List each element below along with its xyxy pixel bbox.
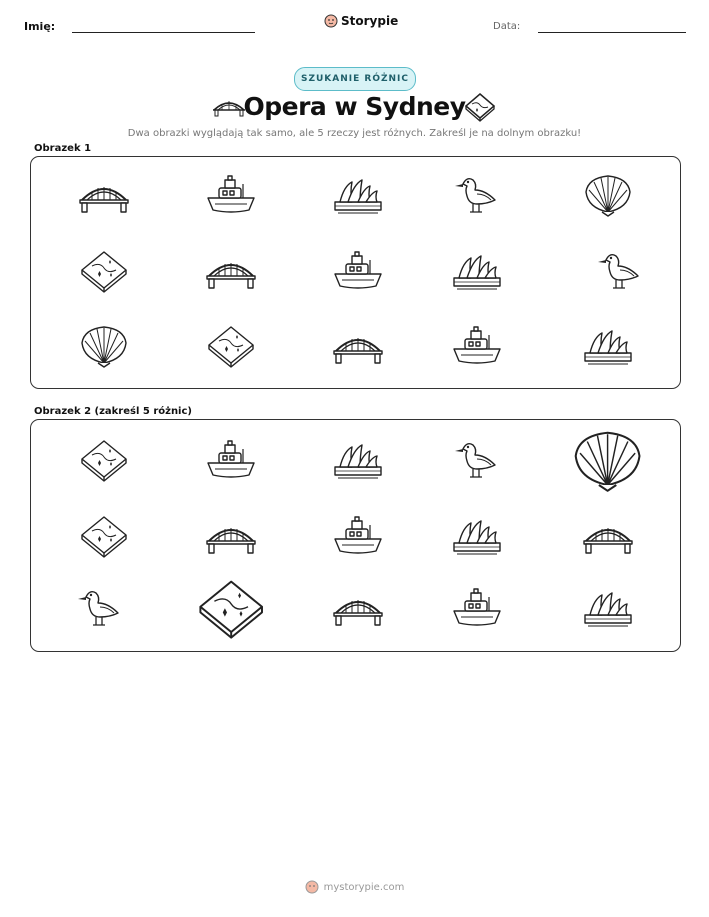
bridge-icon[interactable] — [203, 248, 259, 294]
name-label: Imię: — [24, 20, 56, 33]
opera-house-icon[interactable] — [330, 437, 386, 483]
footer — [0, 880, 709, 894]
brand-name: Storypie — [341, 14, 399, 28]
opera-house-icon[interactable] — [449, 248, 505, 294]
bridge-icon[interactable] — [76, 172, 132, 218]
bridge-icon[interactable] — [203, 513, 259, 559]
bridge-icon[interactable] — [580, 513, 636, 559]
page-title: Opera w Sydney — [243, 92, 466, 121]
boat-icon[interactable] — [330, 513, 386, 559]
map-decoration-icon — [464, 92, 496, 126]
storypie-logo-icon — [305, 880, 319, 894]
picture-1-label: Obrazek 1 — [34, 143, 92, 154]
picture-2-label: Obrazek 2 (zakreśl 5 różnic) — [34, 406, 192, 417]
opera-house-icon[interactable] — [330, 172, 386, 218]
boat-icon[interactable] — [449, 585, 505, 631]
bridge-icon[interactable] — [330, 585, 386, 631]
map-icon[interactable] — [76, 248, 132, 294]
boat-icon[interactable] — [330, 248, 386, 294]
boat-icon[interactable] — [203, 437, 259, 483]
seagull-icon[interactable] — [592, 248, 648, 294]
opera-house-icon[interactable] — [580, 585, 636, 631]
opera-house-icon[interactable] — [449, 513, 505, 559]
brand-logo — [324, 14, 398, 28]
seagull-icon[interactable] — [72, 585, 128, 631]
bridge-icon[interactable] — [330, 323, 386, 369]
seagull-icon[interactable] — [449, 437, 505, 483]
map-icon[interactable] — [203, 323, 259, 369]
seagull-icon[interactable] — [449, 172, 505, 218]
map-icon[interactable] — [192, 576, 270, 640]
footer-url[interactable]: mystorypie.com — [323, 881, 405, 893]
shell-icon[interactable] — [580, 172, 636, 218]
date-line[interactable] — [538, 32, 686, 33]
opera-house-icon[interactable] — [580, 323, 636, 369]
shell-icon[interactable] — [567, 427, 648, 494]
instructions: Dwa obrazki wyglądają tak samo, ale 5 rzeczy jest różnych. Zakreśl je na dolnym obrazku! — [127, 128, 582, 139]
boat-icon[interactable] — [203, 172, 259, 218]
name-line[interactable] — [72, 32, 255, 33]
storypie-logo-icon — [324, 14, 338, 28]
boat-icon[interactable] — [449, 323, 505, 369]
worksheet-type-badge: SZUKANIE RÓŻNIC — [294, 67, 416, 91]
map-icon[interactable] — [76, 437, 132, 483]
shell-icon[interactable] — [76, 323, 132, 369]
map-icon[interactable] — [76, 513, 132, 559]
date-label: Data: — [493, 21, 521, 32]
